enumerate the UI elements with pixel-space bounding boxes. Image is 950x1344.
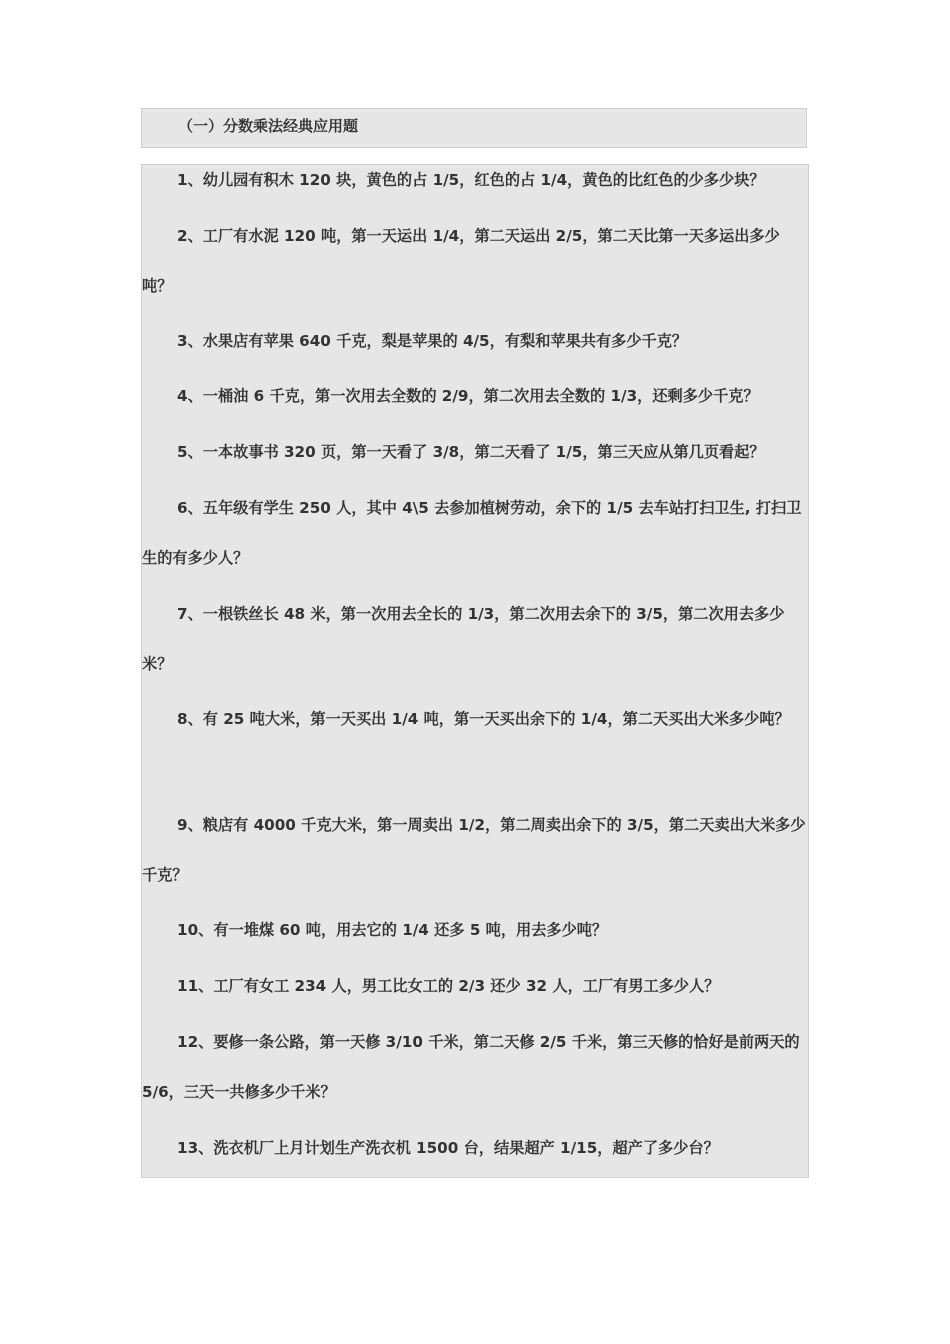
question-item: 10、有一堆煤 60 吨，用去它的 1/4 还多 5 吨，用去多少吨？ [177,921,608,939]
question-item: 5、一本故事书 320 页，第一天看了 3/8，第二天看了 1/5，第三天应从第几页看起？ [177,443,765,461]
section-title: （一）分数乘法经典应用题 [178,117,359,135]
question-item: 4、一桶油 6 千克，第一次用去全数的 2/9，第二次用去全数的 1/3，还剩多少千克？ [177,387,759,405]
question-item: 7、一根铁丝长 48 米，第一次用去全长的 1/3，第二次用去余下的 3/5，第二次用去多少米？ [142,605,785,673]
section-header [141,108,807,148]
question-item: 1、幼儿园有积木 120 块，黄色的占 1/5，红色的占 1/4，黄色的比红色的少多少块？ [177,171,765,189]
question-item: 6、五年级有学生 250 人，其中 4\5 去参加植树劳动，余下的 1/5 去车站打扫卫生, 打扫卫生的有多少人？ [142,499,802,567]
question-item: 3、水果店有苹果 640 千克，梨是苹果的 4/5，有梨和苹果共有多少千克？ [177,332,688,350]
question-list [141,164,809,1178]
question-item: 11、工厂有女工 234 人，男工比女工的 2/3 还少 32 人，工厂有男工多少人？ [177,977,720,995]
question-item: 13、洗衣机厂上月计划生产洗衣机 1500 台，结果超产 1/15，超产了多少台？ [177,1139,719,1157]
question-item: 8、有 25 吨大米，第一天买出 1/4 吨，第一天买出余下的 1/4，第二天买出大米多少吨？ [177,710,790,728]
question-item: 2、工厂有水泥 120 吨，第一天运出 1/4，第二天运出 2/5，第二天比第一天多运出多少吨？ [142,227,780,295]
question-item: 9、粮店有 4000 千克大米，第一周卖出 1/2，第二周卖出余下的 3/5，第二天卖出大米多少千克？ [142,816,806,884]
question-item: 12、要修一条公路，第一天修 3/10 千米，第二天修 2/5 千米，第三天修的恰好是前两天的 5/6，三天一共修多少千米？ [142,1033,800,1101]
